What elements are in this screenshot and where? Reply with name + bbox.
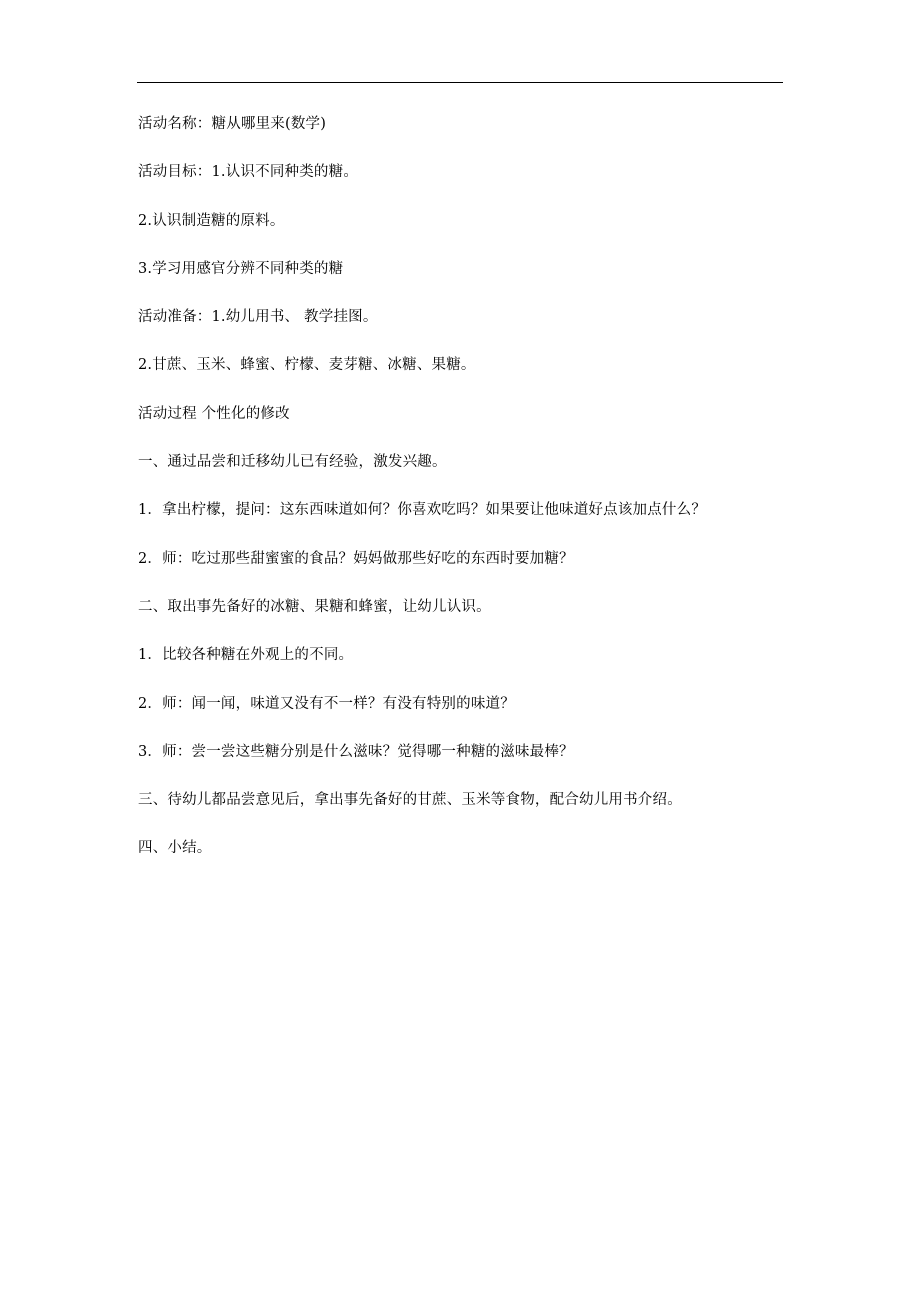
- section-two-heading: 二、取出事先备好的冰糖、果糖和蜂蜜，让幼儿认识。: [138, 598, 491, 615]
- document-body: [138, 112, 778, 885]
- section-two-item-3: 3．师：尝一尝这些糖分别是什么滋味？觉得哪一种糖的滋味最棒？: [138, 743, 574, 760]
- section-one-item-2: 2．师：吃过那些甜蜜蜜的食品？妈妈做那些好吃的东西时要加糖？: [138, 550, 574, 567]
- activity-goal-line-1: 活动目标：1.认识不同种类的糖。: [138, 164, 359, 181]
- activity-process-heading: 活动过程 个性化的修改: [138, 405, 290, 422]
- activity-prep-line-2: 2.甘蔗、玉米、蜂蜜、柠檬、麦芽糖、冰糖、果糖。: [138, 357, 476, 374]
- section-four-line: 四、小结。: [138, 840, 212, 857]
- header-rule: [137, 82, 783, 83]
- activity-goal-line-3: 3.学习用感官分辨不同种类的糖: [138, 260, 344, 277]
- section-two-item-1: 1．比较各种糖在外观上的不同。: [138, 647, 354, 664]
- section-one-heading: 一、通过品尝和迁移幼儿已有经验，激发兴趣。: [138, 454, 447, 471]
- activity-prep-line-1: 活动准备：1.幼儿用书、 教学挂图。: [138, 309, 378, 326]
- section-three-line: 三、待幼儿都品尝意见后，拿出事先备好的甘蔗、玉米等食物，配合幼儿用书介绍。: [138, 792, 682, 809]
- section-two-item-2: 2．师：闻一闻，味道又没有不一样？有没有特别的味道？: [138, 695, 515, 712]
- activity-name-line: 活动名称：糖从哪里来(数学): [138, 116, 327, 132]
- section-one-item-1: 1．拿出柠檬，提问：这东西味道如何？你喜欢吃吗？如果要让他味道好点该加点什么？: [138, 502, 707, 519]
- activity-goal-line-2: 2.认识制造糖的原料。: [138, 212, 285, 229]
